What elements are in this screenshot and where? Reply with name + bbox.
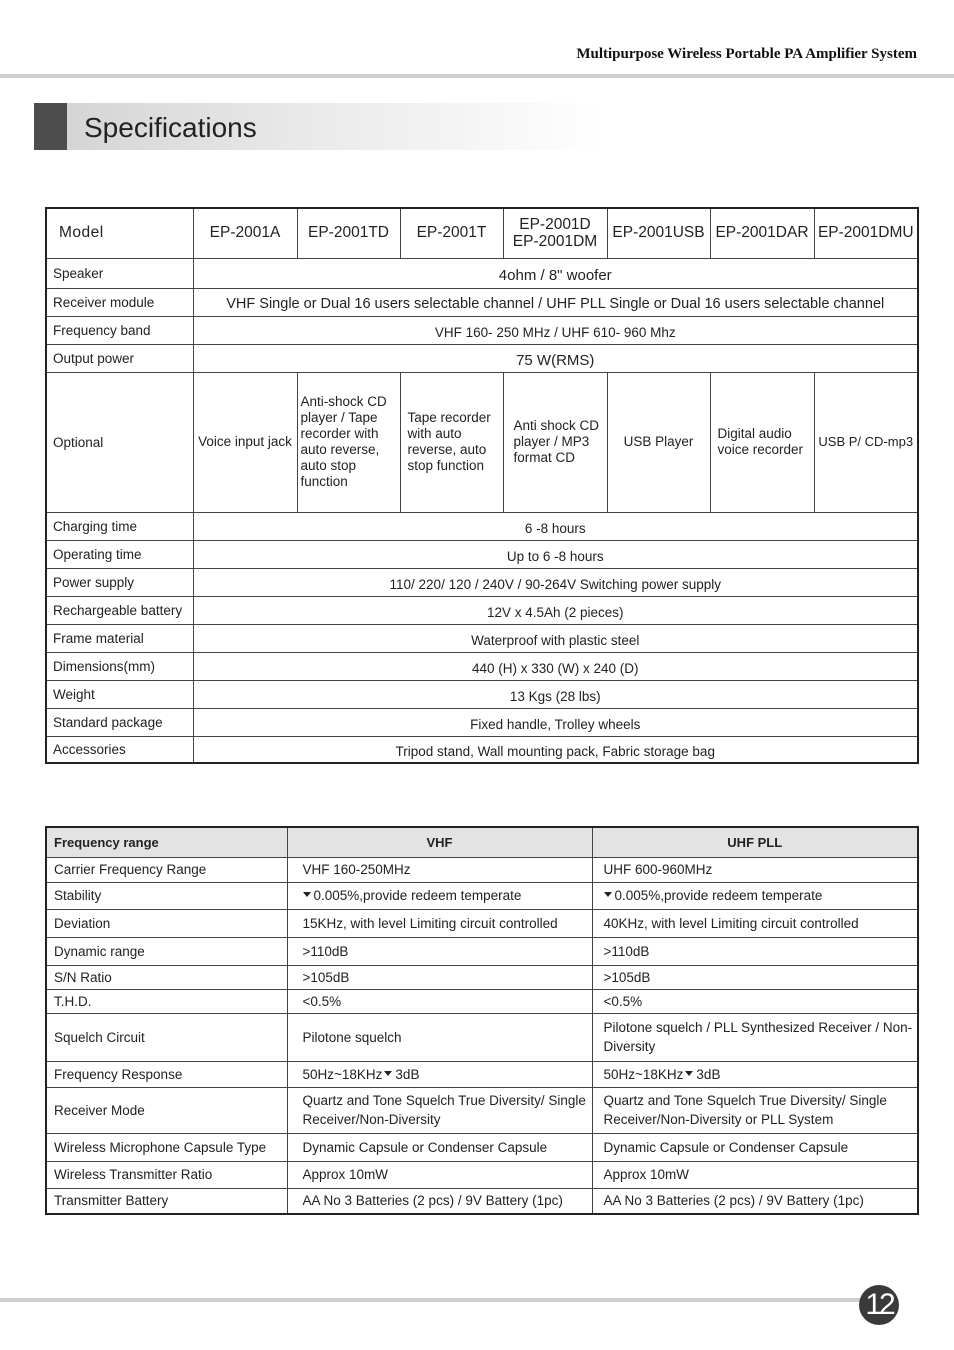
spec-label: Speaker (46, 258, 193, 288)
uhf-value: <0.5% (592, 989, 918, 1013)
footer-divider (0, 1298, 870, 1302)
model-name: EP-2001TD (297, 208, 400, 258)
freq-label: Frequency Response (46, 1061, 287, 1087)
spec-label: Optional (46, 372, 193, 512)
model-name: EP-2001DAR (710, 208, 814, 258)
spec-row (46, 540, 918, 568)
freq-label: Wireless Transmitter Ratio (46, 1161, 287, 1188)
header-divider (0, 74, 954, 78)
freq-header: Frequency range (46, 827, 287, 857)
spec-label: Power supply (46, 568, 193, 596)
spec-label: Frequency band (46, 316, 193, 344)
uhf-value: Pilotone squelch / PLL Synthesized Receiver / Non-Diversity (592, 1013, 918, 1061)
freq-label: S/N Ratio (46, 965, 287, 989)
uhf-value-range: 50Hz~18KHz (603, 1066, 684, 1082)
spec-row (46, 596, 918, 624)
model-header-row (46, 208, 918, 258)
vhf-value: Quartz and Tone Squelch True Diversity/ Single Receiver/Non-Diversity (287, 1087, 592, 1133)
spec-value: 12V x 4.5Ah (2 pieces) (193, 596, 918, 624)
vhf-value: Approx 10mW (287, 1161, 592, 1188)
vhf-value: Dynamic Capsule or Condenser Capsule (287, 1133, 592, 1161)
uhf-value: UHF 600-960MHz (592, 857, 918, 882)
freq-row (46, 1087, 918, 1133)
optional-row (46, 372, 918, 512)
section-title: Specifications (84, 112, 257, 143)
spec-label: Rechargeable battery (46, 596, 193, 624)
freq-label: Deviation (46, 909, 287, 937)
spec-value: Fixed handle, Trolley wheels (193, 708, 918, 736)
vhf-value: Pilotone squelch (287, 1013, 592, 1061)
vhf-value-range: 50Hz~18KHz (302, 1066, 383, 1082)
spec-row (46, 288, 918, 316)
spec-row (46, 652, 918, 680)
optional-feature: Digital audio voice recorder (710, 372, 814, 512)
uhf-value: >110dB (592, 937, 918, 965)
spec-value: 13 Kgs (28 lbs) (193, 680, 918, 708)
page-number: 12 (859, 1285, 899, 1325)
freq-label: T.H.D. (46, 989, 287, 1013)
spec-value: 4ohm / 8" woofer (193, 258, 918, 288)
spec-row (46, 736, 918, 763)
optional-feature: USB P/ CD-mp3 (814, 372, 918, 512)
uhf-value: AA No 3 Batteries (2 pcs) / 9V Battery (1pc) (592, 1188, 918, 1214)
optional-feature: Anti-shock CD player / Tape recorder with auto reverse, auto stop function (297, 372, 400, 512)
optional-feature: Voice input jack (193, 372, 297, 512)
uhf-value: 40KHz, with level Limiting circuit controlled (592, 909, 918, 937)
triangle-down-icon (604, 892, 612, 897)
freq-header-row (46, 827, 918, 857)
freq-label: Wireless Microphone Capsule Type (46, 1133, 287, 1161)
spec-label: Weight (46, 680, 193, 708)
optional-feature: USB Player (607, 372, 710, 512)
vhf-value: >110dB (287, 937, 592, 965)
freq-row (46, 1161, 918, 1188)
freq-label: Dynamic range (46, 937, 287, 965)
vhf-value (287, 1061, 592, 1087)
triangle-down-icon (384, 1071, 392, 1076)
frequency-table (45, 826, 919, 1215)
freq-row (46, 882, 918, 909)
spec-row (46, 708, 918, 736)
uhf-value: >105dB (592, 965, 918, 989)
freq-label: Carrier Frequency Range (46, 857, 287, 882)
uhf-value-tolerance: 3dB (696, 1066, 721, 1082)
uhf-value: Dynamic Capsule or Condenser Capsule (592, 1133, 918, 1161)
spec-row (46, 344, 918, 372)
freq-label: Stability (46, 882, 287, 909)
freq-row (46, 937, 918, 965)
model-name: EP-2001DMU (814, 208, 918, 258)
freq-header: VHF (287, 827, 592, 857)
freq-label: Transmitter Battery (46, 1188, 287, 1214)
document-header: Multipurpose Wireless Portable PA Amplifier System (576, 46, 917, 62)
spec-row (46, 512, 918, 540)
spec-value: 110/ 220/ 120 / 240V / 90-264V Switching power supply (193, 568, 918, 596)
spec-row (46, 258, 918, 288)
freq-row (46, 1013, 918, 1061)
spec-value: 75 W(RMS) (193, 344, 918, 372)
spec-value: 440 (H) x 330 (W) x 240 (D) (193, 652, 918, 680)
vhf-value (287, 882, 592, 909)
spec-label: Dimensions(mm) (46, 652, 193, 680)
spec-row (46, 568, 918, 596)
freq-row (46, 1133, 918, 1161)
vhf-value-text: 0.005%,provide redeem temperate (313, 888, 522, 903)
triangle-down-icon (303, 892, 311, 897)
vhf-value: <0.5% (287, 989, 592, 1013)
uhf-value: Quartz and Tone Squelch True Diversity/ Single Receiver/Non-Diversity or PLL System (592, 1087, 918, 1133)
spec-row (46, 624, 918, 652)
model-name: EP-2001USB (607, 208, 710, 258)
optional-feature: Anti shock CD player / MP3 format CD (503, 372, 607, 512)
optional-feature: Tape recorder with auto reverse, auto stop function (400, 372, 503, 512)
spec-label: Output power (46, 344, 193, 372)
spec-value: Up to 6 -8 hours (193, 540, 918, 568)
freq-row (46, 1188, 918, 1214)
vhf-value: VHF 160-250MHz (287, 857, 592, 882)
model-name: EP-2001T (400, 208, 503, 258)
vhf-value: 15KHz, with level Limiting circuit controlled (287, 909, 592, 937)
uhf-value (592, 1061, 918, 1087)
spec-label: Operating time (46, 540, 193, 568)
freq-row (46, 1061, 918, 1087)
triangle-down-icon (685, 1071, 693, 1076)
specifications-table (45, 207, 919, 764)
spec-value: VHF 160- 250 MHz / UHF 610- 960 Mhz (193, 316, 918, 344)
uhf-value: Approx 10mW (592, 1161, 918, 1188)
vhf-value-tolerance: 3dB (395, 1066, 420, 1082)
spec-value: 6 -8 hours (193, 512, 918, 540)
spec-label: Charging time (46, 512, 193, 540)
spec-label: Accessories (46, 736, 193, 763)
freq-label: Squelch Circuit (46, 1013, 287, 1061)
freq-row (46, 909, 918, 937)
title-marker-block (34, 103, 67, 150)
freq-row (46, 857, 918, 882)
section-title-band (34, 103, 606, 150)
spec-label: Standard package (46, 708, 193, 736)
freq-row (46, 989, 918, 1013)
model-header-label: Model (46, 208, 193, 258)
model-name: EP-2001D EP-2001DM (503, 208, 607, 258)
vhf-value: >105dB (287, 965, 592, 989)
freq-label: Receiver Mode (46, 1087, 287, 1133)
model-name: EP-2001A (193, 208, 297, 258)
spec-row (46, 316, 918, 344)
vhf-value: AA No 3 Batteries (2 pcs) / 9V Battery (1pc) (287, 1188, 592, 1214)
uhf-value (592, 882, 918, 909)
spec-label: Receiver module (46, 288, 193, 316)
spec-value: VHF Single or Dual 16 users selectable channel / UHF PLL Single or Dual 16 users selectable channel (193, 288, 918, 316)
uhf-value-text: 0.005%,provide redeem temperate (614, 888, 823, 903)
freq-row (46, 965, 918, 989)
spec-label: Frame material (46, 624, 193, 652)
freq-header: UHF PLL (592, 827, 918, 857)
spec-value: Tripod stand, Wall mounting pack, Fabric storage bag (193, 736, 918, 763)
spec-value: Waterproof with plastic steel (193, 624, 918, 652)
spec-row (46, 680, 918, 708)
